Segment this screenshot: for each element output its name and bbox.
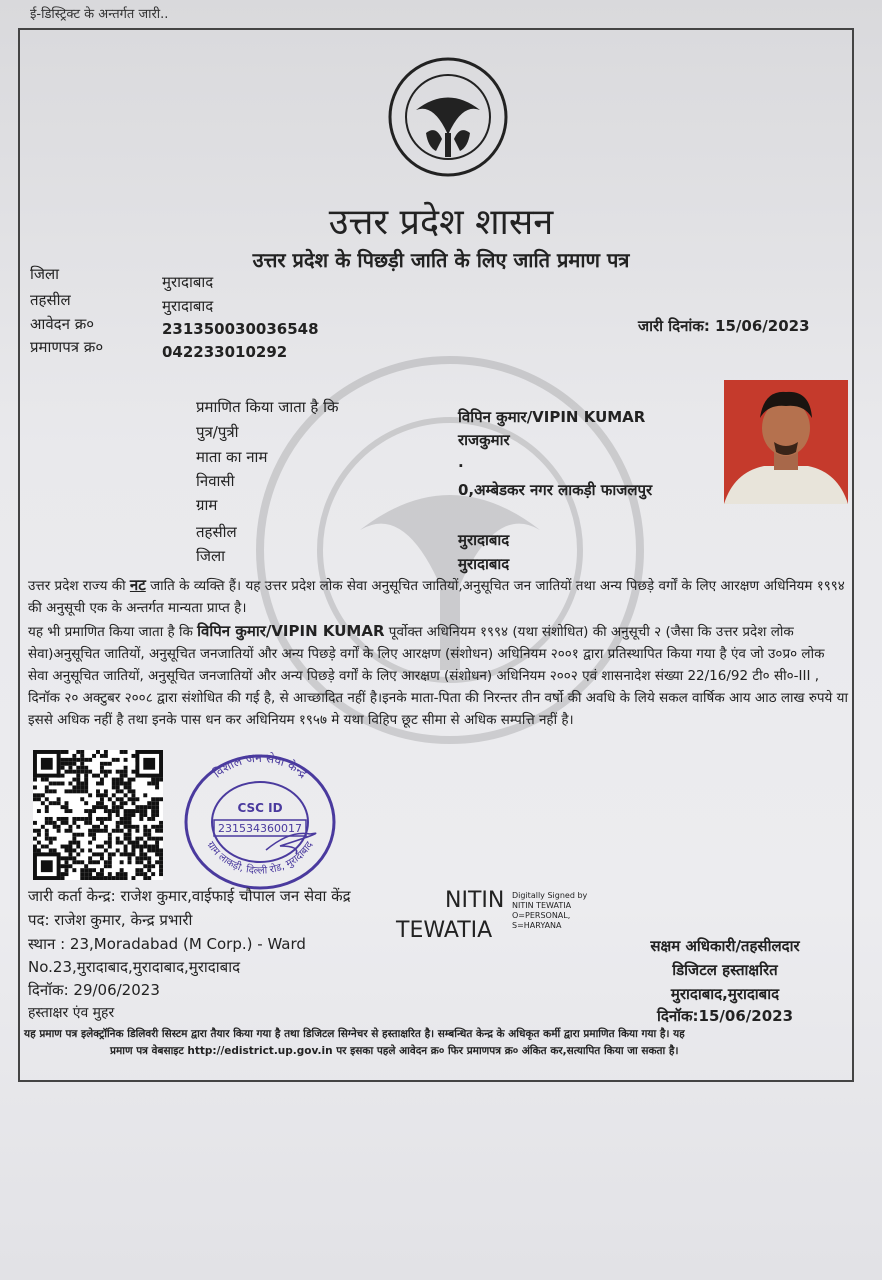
certificate-subtitle: उत्तर प्रदेश के पिछड़ी जाति के लिए जाति प्रमाण पत्र (252, 248, 630, 272)
page-title: उत्तर प्रदेश शासन (328, 202, 554, 243)
seal-csc-label: CSC ID (237, 801, 283, 815)
district-value: मुरादाबाद (162, 273, 214, 291)
issuer-place-line1: स्थान : 23,Moradabad (M Corp.) - Ward (28, 935, 306, 953)
certified-label: प्रमाणित किया जाता है कि (196, 398, 339, 416)
sign-and-seal: हस्ताक्षर एंव मुहर (28, 1005, 115, 1021)
digital-signer-name-first: NITIN (445, 888, 505, 913)
son-daughter-label: पुत्र/पुत्री (196, 423, 239, 441)
district-label: जिला (30, 265, 60, 283)
qr-code[interactable] (32, 750, 164, 880)
applicant-name-inline: विपिन कुमार/VIPIN KUMAR (197, 622, 385, 640)
issuer-post: पद: राजेश कुमार, केन्द्र प्रभारी (28, 911, 193, 929)
svg-text:विशाल जन सेवा केन्द्र (210, 751, 310, 781)
footer-line1: यह प्रमाण पत्र इलेक्ट्रॉनिक डिलिवरी सिस्टम द्वारा तैयार किया गया है तथा डिजिटल सिग्नेचर से हस्ताक्षरित है। सम्बन्धित केन्द्र के अधिकृत कर्मी द्वारा प्रमाणित किया गया है। यह (24, 1028, 685, 1040)
csc-seal-stamp (180, 750, 340, 890)
certificate-number-label: प्रमाणपत्र क्र० (30, 338, 104, 356)
issuer-date: दिनॉक: 29/06/2023 (28, 981, 160, 999)
seal-bottom-text: ग्राम लाकड़ी, दिल्ली रोड, मुरादाबाद (204, 839, 316, 877)
authority-date: दिनॉक:15/06/2023 (656, 1007, 794, 1025)
detail-tehsil-label: तहसील (196, 523, 237, 541)
resident-label: निवासी (196, 472, 235, 490)
income-paragraph: यह भी प्रमाणित किया जाता है कि विपिन कुमार/VIPIN KUMAR पूर्वोक्त अधिनियम १९९४ (यथा संशोधित) की अनुसूची २ (जैसा कि उत्तर प्रदेश लोक सेवा)अनुसूचित जातियों, अनुसूचित जनजातियों और अन्य पिछड़े वर्गों के लिए आरक्षण (संशोधन) अधिनियम २००१ द्वारा प्रतिस्थापित किया गया है एंव जो उ०प्र० लोक सेवा अनुसूचित जातियों, अनुसूचित जनजातियों और अन्य पिछड़े वर्गों के लिए आरक्षण (संशोधन) अधिनियम २००२ एवं शासनादेश संख्या 22/16/92 टी० सी०-III , दिनॉक २० अक्टुबर २००८ द्वारा संशोधित की गई है, से आच्छादित नहीं है।इनके माता-पिता की निरन्तर तीन वर्षो की अवधि के लिये सकल वार्षिक आय आठ लाख रुपये या इससे अधिक नहीं है तथा इनके पास धन कर अधिनियम १९५७ मे यथा विहिप छूट सीमा से अधिक सम्पत्ति नहीं है। (28, 622, 849, 728)
applicant-name: विपिन कुमार/VIPIN KUMAR (458, 408, 646, 426)
application-number: 231350030036548 (162, 320, 319, 338)
mother-name-label: माता का नाम (196, 448, 268, 466)
digital-signature-details: Digitally Signed by NITIN TEWATIA O=PERSONAL, S=HARYANA (512, 891, 588, 930)
authority-place: मुरादाबाद,मुरादाबाद (670, 985, 780, 1003)
seal-top-text: विशाल जन सेवा केन्द्र (210, 750, 310, 781)
caste-paragraph: उत्तर प्रदेश राज्य की नट जाति के व्यक्ति हैं। यह उत्तर प्रदेश लोक सेवा अनुसूचित जातियों,अनुसूचित जन जातियों तथा अन्य पिछड़े वर्गों के लिए आरक्षण अधिनियम १९९४ की अनुसूची एक के अन्तर्गत मान्यता प्राप्त है। (28, 576, 845, 616)
issuing-center: जारी कर्ता केन्द्र: राजेश कुमार,वाईफाई चौपाल जन सेवा केंद्र (28, 887, 351, 905)
digital-signer-name-last: TEWATIA (396, 918, 493, 943)
tehsil-value: मुरादाबाद (162, 297, 214, 315)
footer-line2: प्रमाण पत्र वेबसाइट http://edistrict.up.gov.in पर इसका पहले आवेदन क्र० फिर प्रमाणपत्र क्र० अंकित कर,सत्यापित किया जा सकता है। (110, 1045, 679, 1057)
top-note: ई-डिस्ट्रिक्ट के अन्तर्गत जारी.. (30, 7, 169, 22)
issuer-place-line2: No.23,मुरादाबाद,मुरादाबाद,मुरादाबाद (28, 958, 241, 976)
application-label: आवेदन क्र० (30, 315, 95, 333)
authority-digital: डिजिटल हस्ताक्षरित (672, 961, 778, 979)
village-label: ग्राम (196, 496, 218, 514)
seal-csc-id: 231534360017 (218, 822, 302, 835)
certificate-number: 042233010292 (162, 343, 288, 361)
issue-date: जारी दिनांक: 15/06/2023 (638, 317, 810, 335)
up-govt-emblem-icon (386, 55, 510, 179)
father-name: राजकुमार (458, 431, 510, 449)
applicant-photo (724, 380, 848, 504)
authority-title: सक्षम अधिकारी/तहसीलदार (650, 937, 800, 955)
resident-address: 0,अम्बेडकर नगर लाकड़ी फाजलपुर (458, 481, 653, 499)
mother-name: . (458, 453, 464, 471)
tehsil-label: तहसील (30, 291, 71, 309)
detail-tehsil-value: मुरादाबाद (458, 531, 510, 549)
caste-name: नट (129, 576, 146, 594)
detail-district-value: मुरादाबाद (458, 555, 510, 573)
detail-district-label: जिला (196, 547, 226, 565)
